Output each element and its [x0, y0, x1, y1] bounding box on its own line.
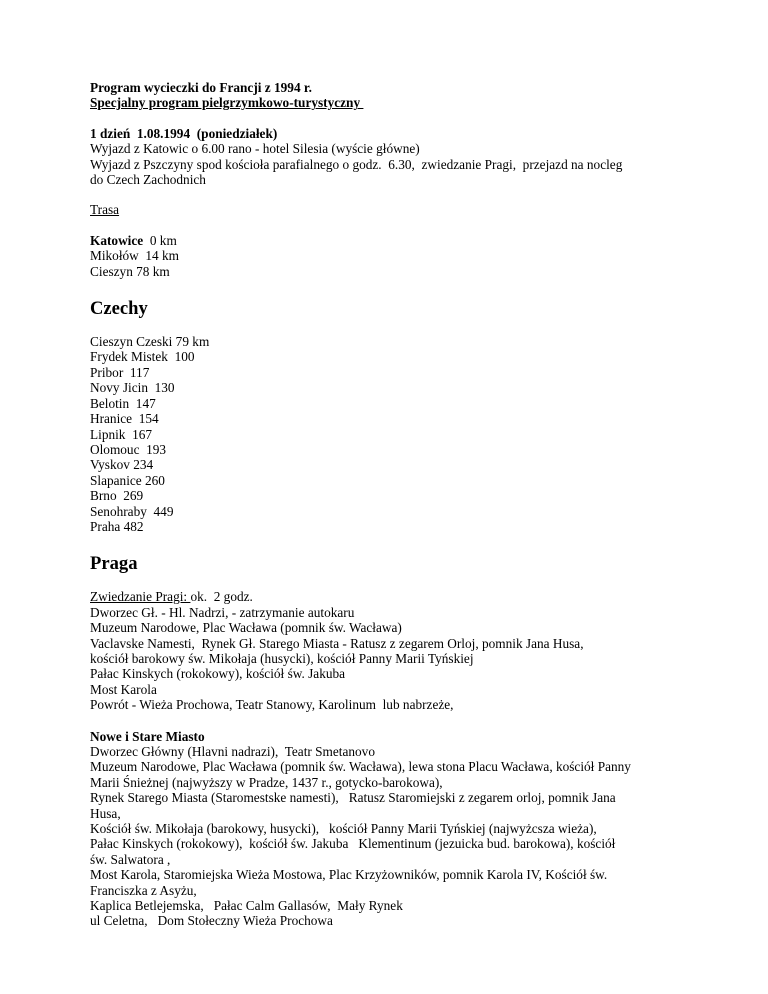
document-header [90, 80, 728, 111]
praga-line: Muzeum Narodowe, Plac Wacława (pomnik św. Wacława) [90, 620, 402, 636]
praga-section [90, 589, 728, 712]
day1-line: do Czech Zachodnich [90, 172, 206, 188]
route-label: Trasa [90, 202, 120, 218]
nowe-stare-line: Marii Śnieżnej (najwyższy w Pradze, 1437 r., gotycko-barokowa), [90, 774, 443, 790]
nowe-stare-line: Kaplica Betlejemska, Pałac Calm Gallasów, Mały Rynek [90, 898, 403, 914]
nowe-stare-line: ul Celetna, Dom Stołeczny Wieża Prochowa [90, 913, 333, 929]
day1-heading: 1 dzień 1.08.1994 (poniedziałek) [90, 125, 278, 141]
czechy-stop: Praha 482 [90, 518, 144, 534]
day1-section [90, 126, 728, 188]
nowe-stare-line: Muzeum Narodowe, Plac Wacława (pomnik św. Wacława), lewa stona Placu Wacława, kościół Panny [90, 759, 631, 775]
czechy-stop: Novy Jicin 130 [90, 380, 175, 396]
nowe-stare-line: Husa, [90, 805, 121, 821]
czechy-stop: Cieszyn Czeski 79 km [90, 334, 210, 350]
nowe-stare-line: Pałac Kinskych (rokokowy), kościół św. Jakuba Klementinum (jezuicka bud. barokowa), kościół [90, 836, 616, 852]
czechy-stop: Vyskov 234 [90, 457, 154, 473]
czechy-stop: Hranice 154 [90, 411, 159, 427]
nowe-stare-line: Rynek Starego Miasta (Staromestske namesti), Ratusz Staromiejski z zegarem orloj, pomnik Jana [90, 790, 616, 806]
praga-line: Most Karola [90, 681, 157, 697]
czechy-heading: Czechy [90, 298, 148, 320]
praga-line: kościół barokowy św. Mikołaja (husycki), kościół Panny Marii Tyńskiej [90, 650, 474, 666]
praga-heading: Praga [90, 553, 138, 575]
czechy-stop: Olomouc 193 [90, 441, 167, 457]
nowe-stare-line: św. Salwatora , [90, 851, 171, 867]
praga-line: Dworzec Gł. - Hl. Nadrzi, - zatrzymanie autokaru [90, 604, 355, 620]
nowe-stare-line: Most Karola, Staromiejska Wieża Mostowa, Plac Krzyżowników, pomnik Karola IV, Kościół św. [90, 867, 608, 883]
route-first-city: Katowice [90, 232, 144, 248]
route-stop: Mikołów 14 km [90, 248, 180, 264]
praga-line: Powrót - Wieża Prochowa, Teatr Stanowy, Karolinum lub nabrzeże, [90, 697, 454, 713]
czechy-route [90, 334, 728, 534]
czechy-stop: Senohraby 449 [90, 503, 174, 519]
czechy-stop: Belotin 147 [90, 395, 156, 411]
czechy-stop: Lipnik 167 [90, 426, 153, 442]
nowe-stare-section [90, 729, 728, 929]
route-stop: Cieszyn 78 km [90, 263, 170, 279]
czechy-stop: Brno 269 [90, 488, 144, 504]
route-stop [90, 233, 728, 248]
czechy-stop: Frydek Mistek 100 [90, 349, 195, 365]
route-first-km: 0 km [143, 232, 177, 248]
praga-tour-line [90, 589, 728, 604]
czechy-stop: Slapanice 260 [90, 472, 165, 488]
nowe-stare-line: Dworzec Główny (Hlavni nadrazi), Teatr Smetanovo [90, 744, 375, 759]
praga-line: Pałac Kinskych (rokokowy), kościół św. Jakuba [90, 666, 346, 682]
day1-line: Wyjazd z Katowic o 6.00 rano - hotel Silesia (wyście główne) [90, 141, 420, 157]
route-section [90, 202, 728, 279]
czechy-stop: Pribor 117 [90, 364, 150, 380]
nowe-stare-heading: Nowe i Stare Miasto [90, 728, 205, 744]
praga-line: Vaclavske Namesti, Rynek Gł. Starego Miasta - Ratusz z zegarem Orloj, pomnik Jana Husa, [90, 635, 584, 651]
praga-tour-duration: ok. 2 godz. [190, 589, 253, 605]
document-title: Program wycieczki do Francji z 1994 r. [90, 80, 312, 95]
day1-line: Wyjazd z Pszczyny spod kościoła parafialnego o godz. 6.30, zwiedzanie Pragi, przejazd na nocleg [90, 156, 623, 172]
nowe-stare-line: Franciszka z Asyżu, [90, 882, 197, 898]
document-subtitle: Specjalny program pielgrzymkowo-turystyczny [90, 95, 364, 111]
nowe-stare-line: Kościół św. Mikołaja (barokowy, husycki), kościół Panny Marii Tyńskiej (najwyżcsza wieża), [90, 821, 597, 837]
praga-tour-label: Zwiedzanie Pragi: [90, 589, 191, 605]
